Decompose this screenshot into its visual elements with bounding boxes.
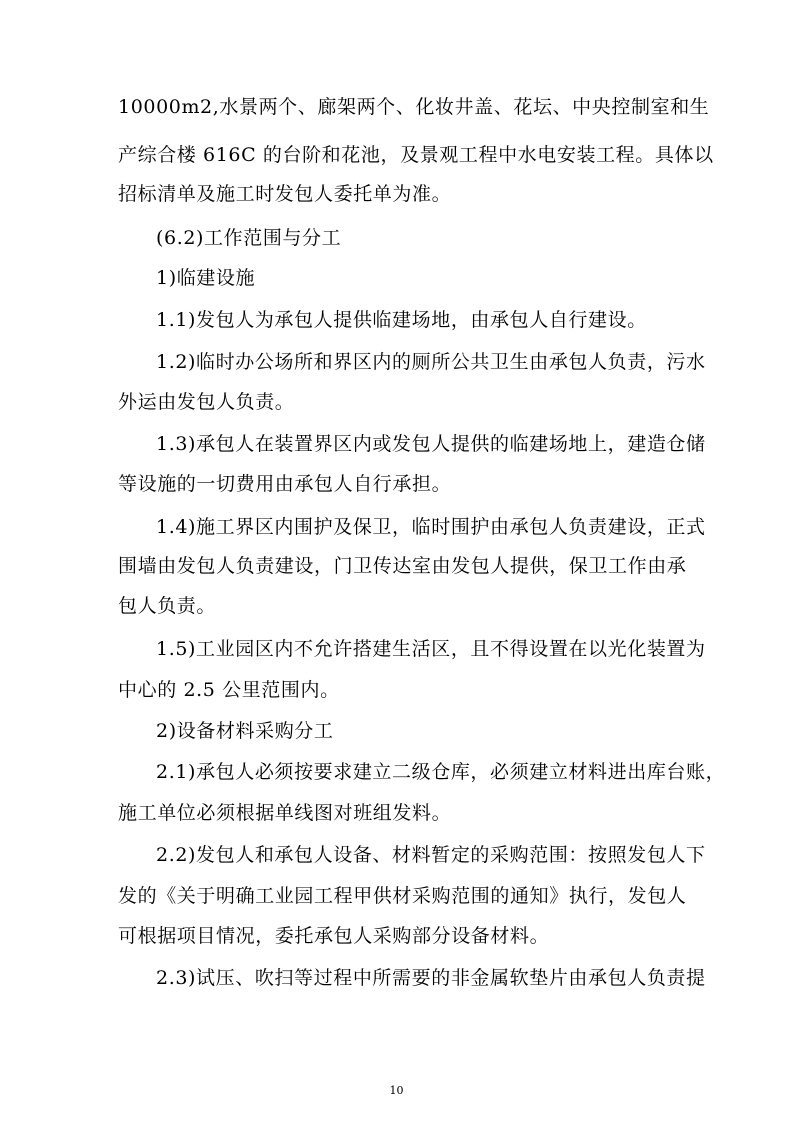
text-line: 10000m2,水景两个、廊架两个、化妆井盖、花坛、中央控制室和生	[118, 96, 710, 118]
text-line: 2.1)承包人必须按要求建立二级仓库，必须建立材料进出库台账，	[156, 761, 726, 783]
text-line: 中心的 2.5 公里范围内。	[118, 679, 340, 701]
text-line: 可根据项目情况，委托承包人采购部分设备材料。	[118, 925, 550, 947]
subsection-heading: 1)临建设施	[156, 267, 256, 289]
text-line: 发的《关于明确工业园工程甲供材采购范围的通知》执行，发包人	[118, 885, 687, 907]
text-line: 外运由发包人负责。	[118, 391, 295, 413]
text-line: 招标清单及施工时发包人委托单为准。	[118, 183, 452, 205]
text-line: 等设施的一切费用由承包人自行承担。	[118, 473, 452, 495]
subsection-heading: 2)设备材料采购分工	[156, 720, 334, 742]
text-line: 2.2)发包人和承包人设备、材料暂定的采购范围：按照发包人下	[156, 844, 706, 866]
text-line: 施工单位必须根据单线图对班组发料。	[118, 802, 452, 824]
text-line: 1.1)发包人为承包人提供临建场地，由承包人自行建设。	[156, 309, 647, 331]
text-line: 产综合楼 616C 的台阶和花池，及景观工程中水电安装工程。具体以	[118, 144, 714, 166]
text-line: 围墙由发包人负责建设，门卫传达室由发包人提供，保卫工作由承	[118, 555, 687, 577]
page-number: 10	[389, 1084, 404, 1097]
text-line: 包人负责。	[118, 595, 217, 617]
text-line: 1.2)临时办公场所和界区内的厕所公共卫生由承包人负责，污水	[156, 351, 706, 373]
text-line: 2.3)试压、吹扫等过程中所需要的非金属软垫片由承包人负责提	[156, 967, 706, 989]
text-line: 1.4)施工界区内围护及保卫，临时围护由承包人负责建设，正式	[156, 516, 706, 538]
text-line: 1.5)工业园区内不允许搭建生活区，且不得设置在以光化装置为	[156, 638, 706, 660]
text-line: 1.3)承包人在装置界区内或发包人提供的临建场地上，建造仓储	[156, 433, 706, 455]
section-heading: (6.2)工作范围与分工	[156, 227, 342, 249]
